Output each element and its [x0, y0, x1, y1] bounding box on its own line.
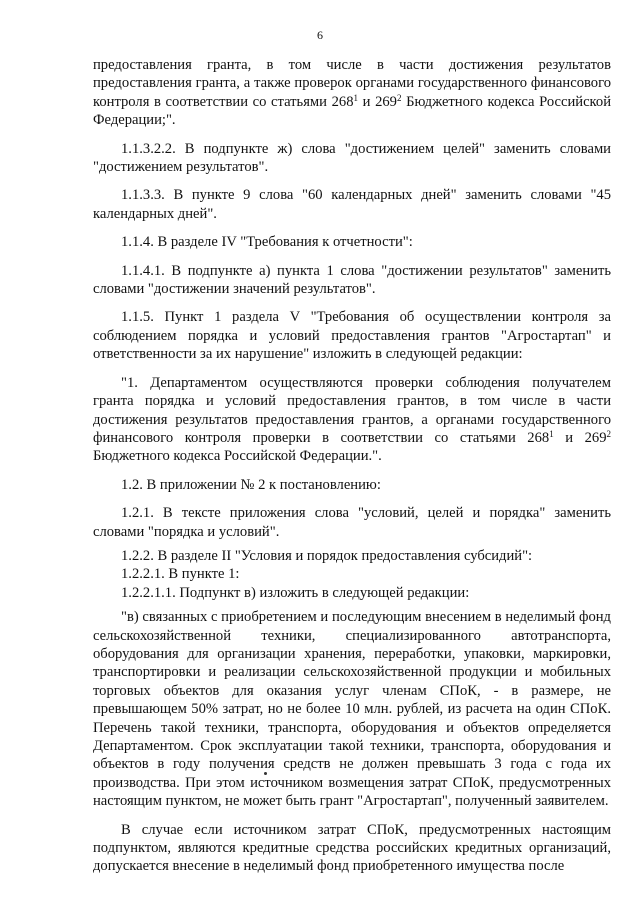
paragraph-1-1-5: 1.1.5. Пункт 1 раздела V "Требования об осуществлении контроля за соблюдением порядка и условий предоставления грантов "Агростартап" и ответственности за их нарушение" изложить в следующей редакции:: [93, 309, 611, 363]
paragraph-1-2-2: 1.2.2. В разделе II "Условия и порядок предоставления субсидий":: [121, 547, 533, 564]
paragraph-subpoint-v: "в) связанных с приобретением и последующим внесением в неделимый фонд сельскохозяйственной техники, специализированного автотранспорта, оборудования для организации хранения, переработки, упаковки, маркировки, транспортировки и реализации сельскохозяйственной продукции и мобильных торговых объектов для оказания услуг членам СПоК, - в размере, не превышающем 50% затрат, но не более 10 млн. рублей, из расчета на один СПоК. Перечень такой техники, транспорта, оборудования и объектов определяется Департаментом. Срок эксплуатации такой техники, транспорта, оборудования и объектов в году получения средств не должен превышать 3 года с года их производства. При этом источником возмещения затрат СПоК, предусмотренных настоящим пунктом, не может быть грант "Агростартап", полученный заявителем.: [93, 609, 611, 810]
paragraph-1-1-3-2-2: 1.1.3.2.2. В подпункте ж) слова "достижением целей" заменить словами "достижением результатов".: [93, 140, 611, 176]
paragraph-1-2-1: 1.2.1. В тексте приложения слова "условий, целей и порядка" заменить словами "порядка и условий".: [93, 505, 611, 540]
paragraph-1-1-4-1: 1.1.4.1. В подпункте а) пункта 1 слова "достижении результатов" заменить словами "достижении значений результатов".: [93, 262, 611, 298]
paragraph-1-2: 1.2. В приложении № 2 к постановлению:: [121, 476, 381, 493]
paragraph-1-2-2-1: 1.2.2.1. В пункте 1:: [121, 566, 240, 583]
page-number: 6: [317, 28, 323, 42]
document-body: [93, 56, 611, 876]
paragraph-1-2-2-1-1: 1.2.2.1.1. Подпункт в) изложить в следующей редакции:: [121, 584, 470, 601]
paragraph-credit-case: В случае если источником затрат СПоК, предусмотренных настоящим подпунктом, являются кредитные средства российских кредитных организаций, допускается внесение в неделимый фонд приобретенного имущества после: [93, 821, 611, 875]
scan-speck: [264, 772, 267, 775]
paragraph-continuation: предоставления гранта, в том числе в части достижения результатов предоставления гранта, а также проверок органами государственного финансового контроля в соответствии со статьями $268^1$ и $269^2$ Бюджетного кодекса Российской Федерации;".: [93, 57, 612, 129]
paragraph-quoted-item-1: "1. Департаментом осуществляются проверки соблюдения получателем гранта порядка и условий предоставления грантов, в том числе в части достижения результатов предоставления грантов, а органами государственного финансового контроля проверки в соответствии со статьями $268^1$ и $269^2$ Бюджетного кодекса Российской Федерации.".: [93, 374, 611, 465]
paragraph-1-1-3-3: 1.1.3.3. В пункте 9 слова "60 календарных дней" заменить словами "45 календарных дней".: [93, 187, 611, 222]
paragraph-1-1-4: 1.1.4. В разделе IV "Требования к отчетности":: [121, 234, 413, 251]
